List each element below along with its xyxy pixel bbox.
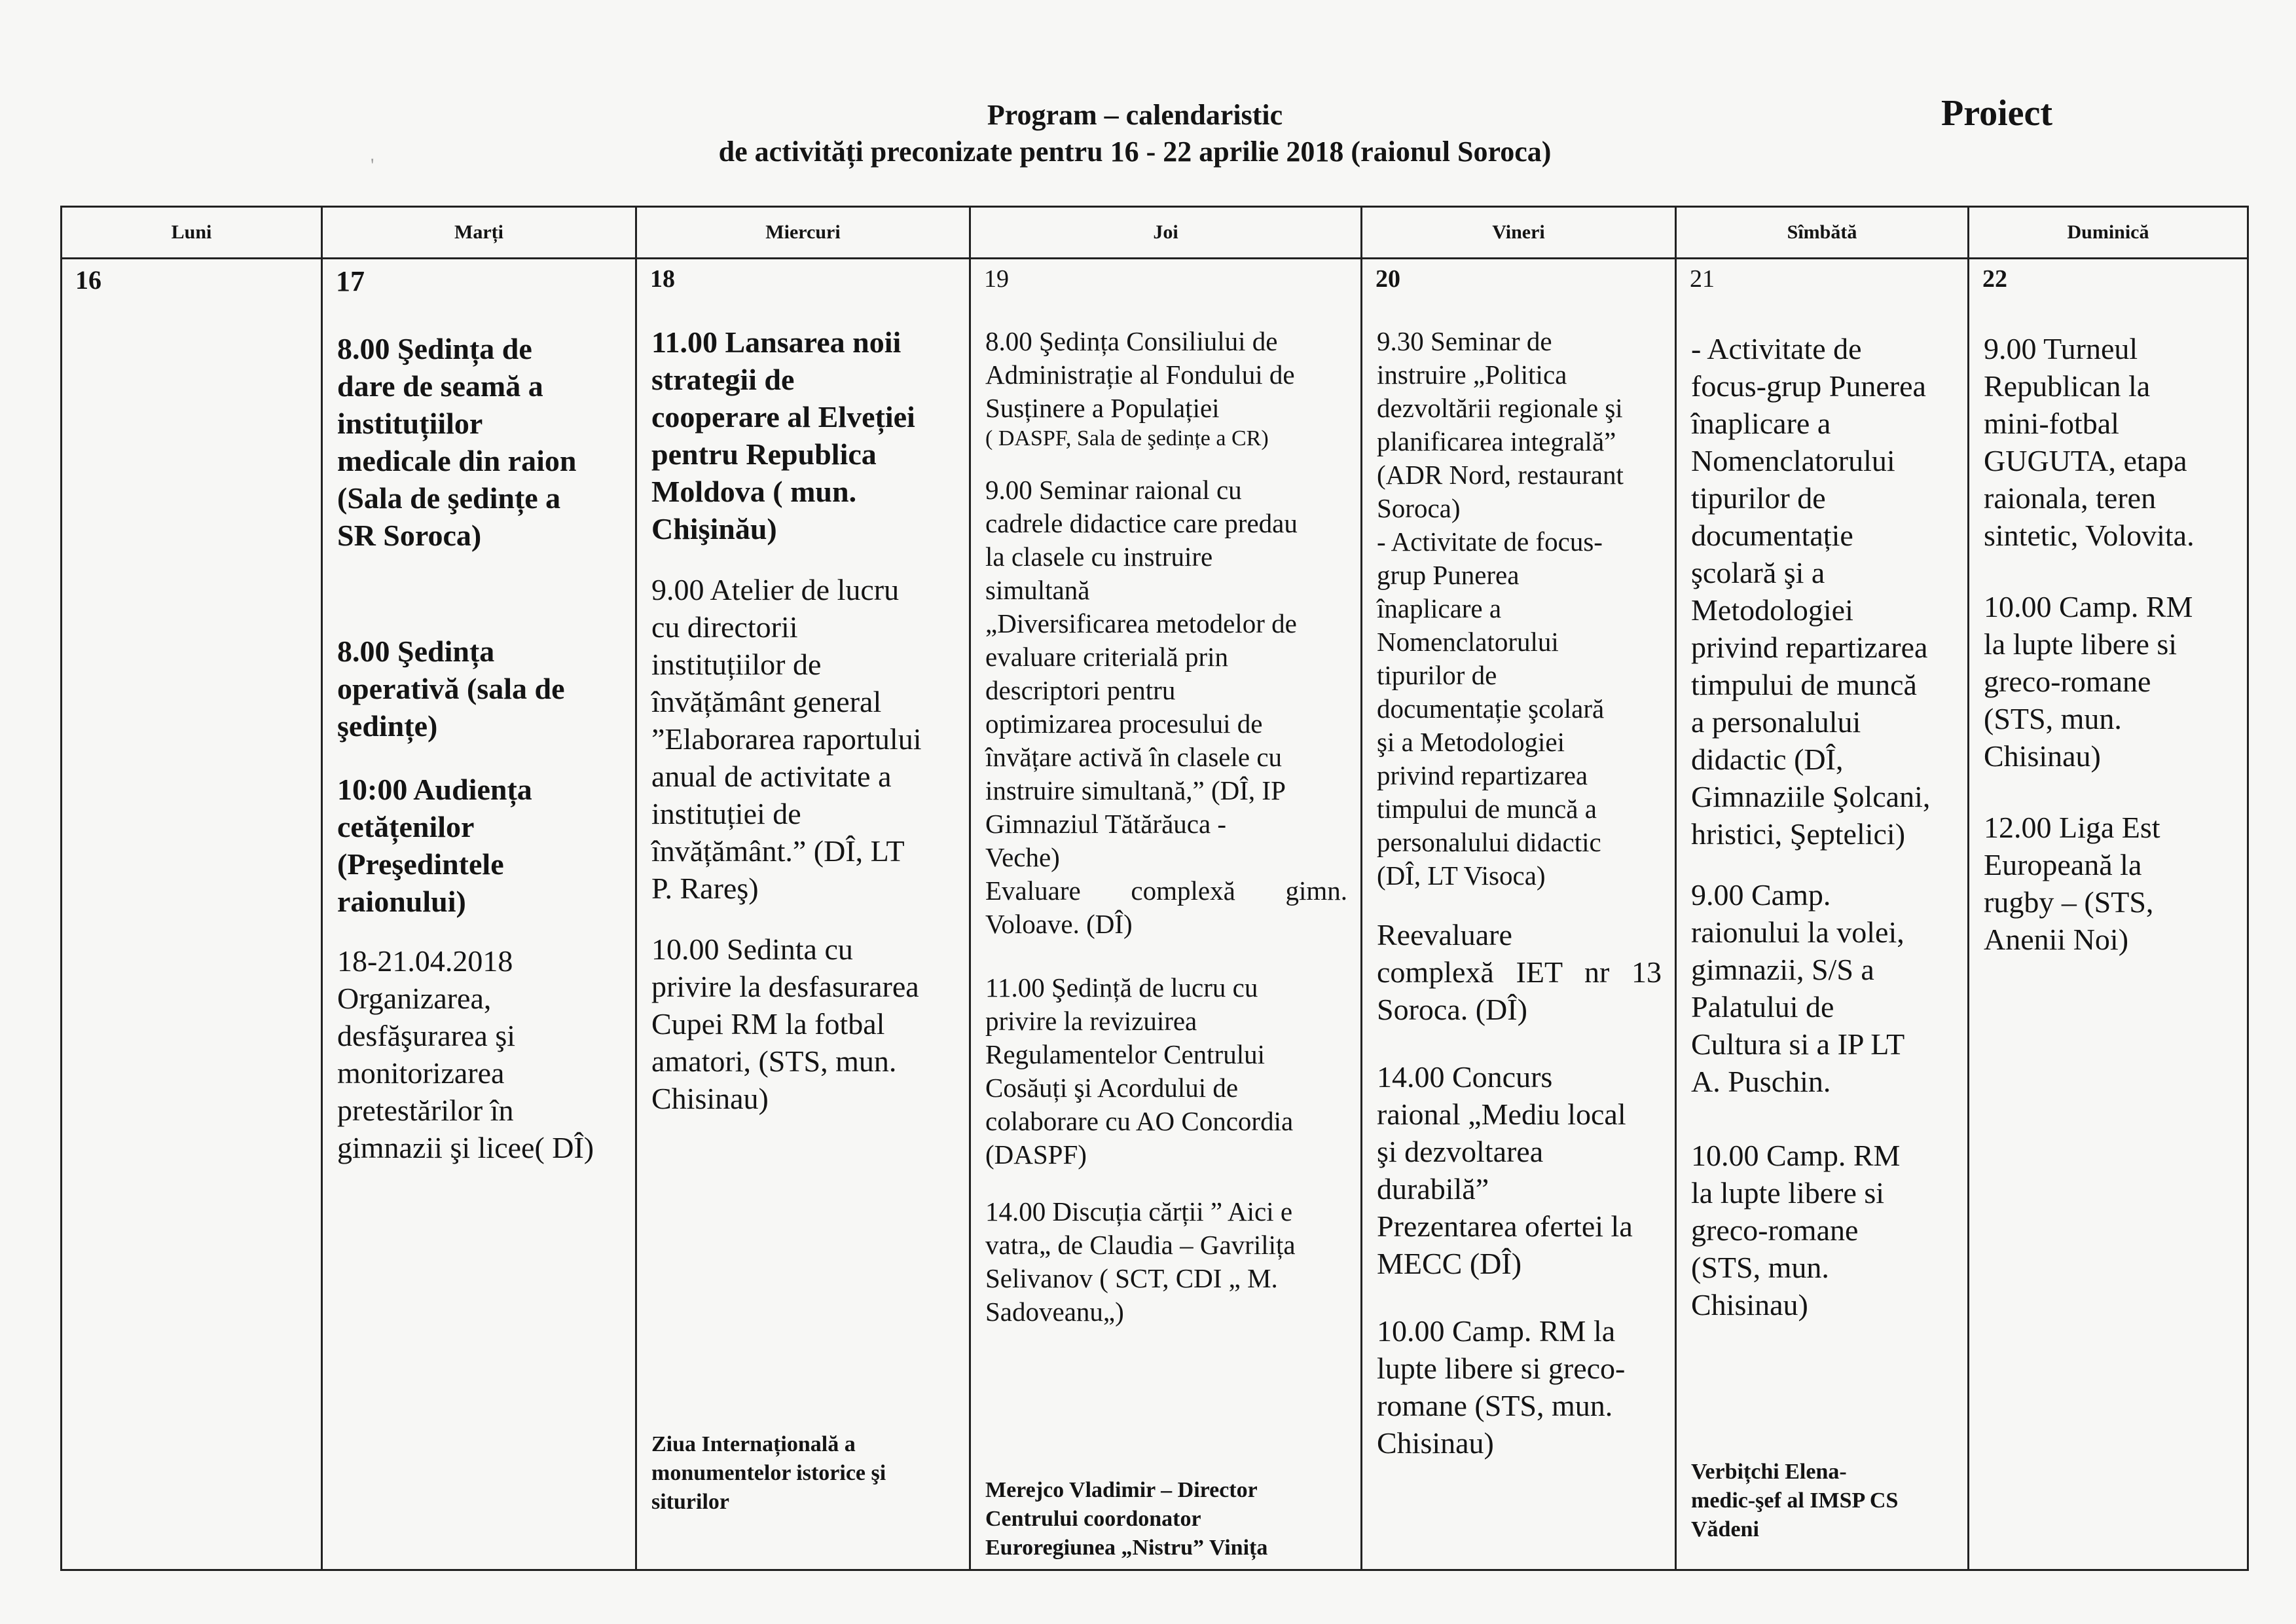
day-number-19: 19	[984, 265, 1009, 293]
event-vineri-2: Reevaluare	[1377, 918, 1512, 951]
day-number-20: 20	[1376, 265, 1400, 293]
title-line-1: Program – calendaristic	[987, 99, 1283, 131]
cell-vineri	[1362, 259, 1676, 1570]
cell-duminica	[1969, 259, 2248, 1570]
event-duminica-1: 9.00 Turneul Republican la mini-fotbal GUGUTA, etapa raionala, teren sintetic, Volovita.	[1984, 332, 2195, 552]
event-joi-2: 9.00 Seminar raional cu cadrele didactice care predau la clasele cu instruire simultană „Diversificarea metodelor de evaluare criterială prin descriptori pentru optimizarea procesului de învățare activă în clasele cu instruire simultană,” (DÎ, IP Gimnaziul Tătărăuca - Veche)	[985, 475, 1298, 872]
event-simbata-3: 10.00 Camp. RM la lupte libere si greco-romane (STS, mun. Chisinau)	[1691, 1139, 1901, 1321]
header-simbata: Sîmbătă	[1676, 207, 1969, 259]
events-row	[62, 259, 2248, 1570]
event-marti-1: 8.00 Şedința de dare de seamă a instituțiilor medicale din raion (Sala de şedințe a SR Soroca)	[337, 332, 577, 552]
event-vineri-3: 14.00 Concurs raional „Mediu local şi dezvoltarea durabilă” Prezentarea ofertei la MECC (DÎ)	[1377, 1060, 1633, 1280]
header-vineri: Vineri	[1362, 207, 1676, 259]
event-simbata-1: - Activitate de focus-grup Punerea înaplicare a Nomenclatorului tipurilor de documentație şcolară şi a Metodologiei privind repartizarea timpului de muncă a personalului didactic (DÎ, Gimnaziile Şolcani, hristici, Şeptelici)	[1691, 332, 1931, 851]
event-vineri-1: 9.30 Seminar de instruire „Politica dezvoltării regionale şi planificarea integrală” (ADR Nord, restaurant Soroca) - Activitate de focus- grup Punerea înaplicare a Nomenclatorului tipurilor de documentație şcolară şi a Metodologiei privind repartizarea timpului de muncă a personalului didactic (DÎ, LT Visoca)	[1377, 326, 1624, 891]
cell-simbata	[1676, 259, 1969, 1570]
event-miercuri-3: 10.00 Sedinta cu privire la desfasurarea Cupei RM la fotbal amatori, (STS, mun. Chisinau)	[651, 932, 919, 1115]
project-label: Proiect	[1941, 93, 2052, 134]
day-number-17: 17	[336, 265, 365, 297]
event-joi-1: 8.00 Şedința Consiliului de Administrație al Fondului de Susținere a Populației	[985, 326, 1295, 423]
header-marti: Marți	[322, 207, 636, 259]
scan-mark: '	[371, 155, 374, 176]
cell-miercuri	[636, 259, 970, 1570]
event-marti-2: 8.00 Şedința operativă (sala de şedințe)	[337, 635, 565, 743]
cell-luni	[62, 259, 322, 1570]
event-joi-4: 14.00 Discuția cărții ” Aici e vatra„ de Claudia – Gavrilița Selivanov ( SCT, CDI „ M. Sadoveanu„)	[985, 1196, 1296, 1327]
title-line-2: de activități preconizate pentru 16 - 22 aprilie 2018 (raionul Soroca)	[718, 136, 1552, 168]
event-marti-3: 10:00 Audiența cetățenilor (Preşedintele raionului)	[337, 773, 532, 918]
event-joi-2-voloave: Voloave. (DÎ)	[985, 909, 1133, 939]
event-marti-4: 18-21.04.2018 Organizarea, desfăşurarea şi monitorizarea pretestărilor în gimnazii şi licee( DÎ)	[337, 944, 594, 1164]
note-simbata: Verbițchi Elena- medic-şef al IMSP CS Vădeni	[1691, 1460, 1899, 1541]
event-joi-3: 11.00 Şedință de lucru cu privire la revizuirea Regulamentelor Centrului Cosăuți şi Acordului de colaborare cu AO Concordia (DASPF)	[985, 972, 1294, 1170]
note-joi: Merejco Vladimir – Director Centrului coordonator Euroregiunea „Nistru” Vinița	[985, 1478, 1268, 1560]
day-number-16: 16	[75, 265, 101, 295]
header-luni: Luni	[62, 207, 322, 259]
header-joi: Joi	[970, 207, 1362, 259]
event-miercuri-1: 11.00 Lansarea noii strategii de cooperare al Elveției pentru Republica Moldova ( mun. Chişinău)	[651, 325, 915, 545]
event-vineri-4: 10.00 Camp. RM la lupte libere si greco- romane (STS, mun. Chisinau)	[1377, 1314, 1626, 1460]
day-header-row	[62, 207, 2248, 259]
cell-joi	[970, 259, 1362, 1570]
day-number-21: 21	[1690, 265, 1715, 293]
header-duminica: Duminică	[1969, 207, 2248, 259]
event-simbata-2: 9.00 Camp. raionului la volei, gimnazii, S/S a Palatului de Cultura si a IP LT A. Puschin.	[1691, 878, 1905, 1098]
note-miercuri: Ziua Internațională a monumentelor istorice şi siturilor	[651, 1432, 886, 1514]
calendar-table	[60, 206, 2249, 1571]
event-duminica-3: 12.00 Liga Est Europeană la rugby – (STS, Anenii Noi)	[1984, 811, 2160, 956]
event-joi-2-evaluare: Evaluare complexă gimn.	[985, 876, 1347, 906]
header-miercuri: Miercuri	[636, 207, 970, 259]
cell-marti	[322, 259, 636, 1570]
day-number-22: 22	[1982, 265, 2007, 293]
day-number-18: 18	[650, 265, 675, 293]
event-duminica-2: 10.00 Camp. RM la lupte libere si greco-romane (STS, mun. Chisinau)	[1984, 590, 2193, 773]
event-miercuri-2: 9.00 Atelier de lucru cu directorii instituțiilor de învățământ general ”Elaborarea raportului anual de activitate a instituției de învățământ.” (DÎ, LT P. Rareş)	[651, 573, 922, 905]
event-joi-1-location: ( DASPF, Sala de şedințe a CR)	[985, 426, 1269, 451]
event-vineri-2-soroca: Soroca. (DÎ)	[1377, 993, 1527, 1026]
event-vineri-2-iet: complexă IET nr 13	[1377, 955, 1662, 989]
